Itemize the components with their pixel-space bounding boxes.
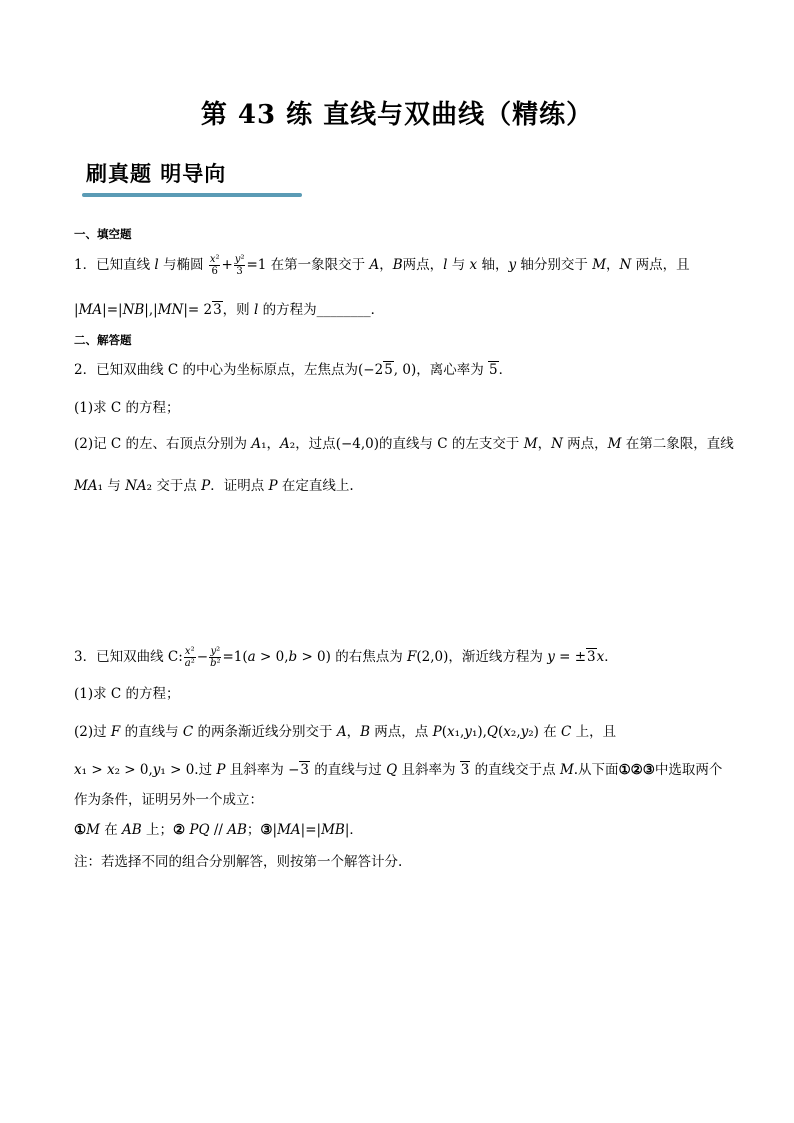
question-1-line-2: |MA|=|NB|,|MN|= 23，则 l 的方程为________．: [74, 302, 385, 318]
question-3-part-2-line-2: x₁ > x₂ > 0,y₁ > 0.过 P 且斜率为 −3 的直线与过 Q 且斜率为 3 的直线交于点 M.从下面①②③中选取两个: [74, 762, 723, 778]
question-3-part-2-line-3: 作为条件，证明另外一个成立：: [74, 792, 263, 808]
question-2-line-1: 2．已知双曲线 C 的中心为坐标原点，左焦点为(−25, 0)，离心率为 5．: [74, 362, 513, 378]
category-solution: 二、解答题: [74, 333, 132, 347]
section-underline: [82, 193, 302, 197]
question-2-part-1: (1)求 C 的方程；: [74, 400, 180, 416]
category-fill-in: 一、填空题: [74, 227, 132, 241]
question-1-line-1: 1．已知直线 l 与椭圆 $\frac{\text{x²}}{6}$ + $\frac{\text{y²}}{3}$ =1 在第一象限交于 A，B两点，l 与 x 轴，y 轴分别交于 M，N 两点，且: [74, 254, 690, 277]
question-3-part-1: (1)求 C 的方程；: [74, 686, 180, 702]
page-title: 第 43 练 直线与双曲线（精练）: [200, 100, 594, 130]
question-2-part-2-line-1: (2)记 C 的左、右顶点分别为 A₁，A₂，过点(−4,0)的直线与 C 的左支交于 M，N 两点，M 在第二象限，直线: [74, 436, 734, 452]
question-3-part-2-line-1: (2)过 F 的直线与 C 的两条渐近线分别交于 A，B 两点，点 P(x₁,y₁),Q(x₂,y₂) 在 C 上，且: [74, 724, 617, 740]
question-3-note: 注：若选择不同的组合分别解答，则按第一个解答计分.: [74, 854, 403, 870]
question-3-line-1: 3．已知双曲线 C: $\frac{\text{x²}}{\text{a²}}$ − $\frac{\text{y²}}{\text{b²}}$ =1(a > 0,b > 0) 的右焦点为 F(2,0)，渐近线方程为 y = ±3x．: [74, 646, 618, 669]
question-3-options: ①M 在 AB 上；② PQ // AB；③|MA|=|MB|．: [74, 822, 363, 838]
question-2-part-2-line-2: MA₁ 与 NA₂ 交于点 P．证明点 P 在定直线上.: [74, 478, 354, 494]
section-heading: 刷真题 明导向: [86, 161, 227, 186]
